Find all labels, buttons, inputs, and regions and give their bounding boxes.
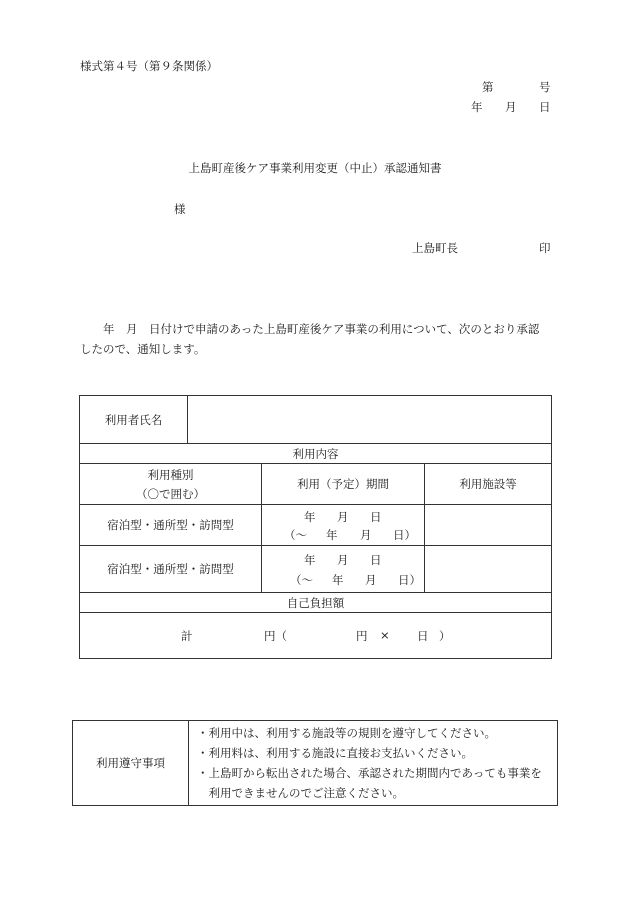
list-item: ・利用中は、利用する施設等の規則を遵守してください。: [197, 726, 496, 740]
body-line-1-text: 付けで申請のあった上島町産後ケア事業の利用について、次のとおり承認: [160, 322, 540, 336]
form-label: 様式第４号（第９条関係）: [80, 59, 218, 73]
list-item: 利用できませんのでご注意ください。: [197, 786, 404, 800]
self-pay-close: ）: [439, 628, 451, 643]
body-line-2: したので、通知します。: [80, 342, 206, 356]
usage-table: [79, 395, 552, 659]
body-date-day: 日: [149, 322, 161, 336]
list-item: ・上島町から転出された場合、承認された期間内であっても事業を: [197, 766, 542, 780]
document-title: 上島町産後ケア事業利用変更（中止）承認通知書: [188, 161, 442, 175]
usage-facility-cell[interactable]: [425, 546, 552, 593]
usage-contents-header: 利用内容: [80, 444, 552, 464]
document-number-suffix: 号: [539, 80, 551, 94]
self-pay-days: 日: [417, 628, 429, 643]
issue-date-month: 月: [505, 100, 517, 114]
self-pay-header: 自己負担額: [80, 593, 552, 613]
usage-type-header-line1: 利用種別: [147, 467, 194, 482]
self-pay-total-label: 計: [181, 628, 193, 643]
issuer-name: 上島町長: [412, 241, 458, 255]
usage-facility-header: 利用施設等: [425, 464, 552, 505]
usage-period-cell[interactable]: 年 月 日 （～ 年 月 日）: [262, 546, 425, 593]
usage-type-header: [80, 464, 262, 505]
self-pay-unit-yen: 円: [356, 628, 368, 643]
list-item: ・利用料は、利用する施設に直接お支払いください。: [197, 746, 473, 760]
body-date-year: 年: [103, 322, 115, 336]
body-line-1: [149, 321, 539, 337]
self-pay-times: ×: [380, 627, 390, 642]
rules-list: [189, 721, 558, 806]
self-pay-yen-open: 円（: [264, 628, 287, 643]
usage-period-header: 利用（予定）期間: [262, 464, 425, 505]
usage-type-header-line2: （〇で囲む）: [136, 486, 205, 501]
issuer-seal: 印: [539, 241, 551, 255]
usage-type-options[interactable]: 宿泊型・通所型・訪問型: [80, 546, 262, 593]
recipient-honorific: 様: [174, 202, 186, 216]
usage-facility-cell[interactable]: [425, 505, 552, 546]
usage-period-cell[interactable]: 年 月 日 （～ 年 月 日）: [262, 505, 425, 546]
document-number-prefix: 第: [482, 80, 494, 94]
issue-date-year: 年: [471, 100, 483, 114]
user-name-label: 利用者氏名: [80, 396, 188, 444]
body-date-month: 月: [126, 322, 138, 336]
rules-label: 利用遵守事項: [73, 721, 189, 806]
table-row: [80, 546, 552, 593]
user-name-value[interactable]: [188, 396, 552, 444]
table-row: [80, 505, 552, 546]
rules-table: [72, 720, 558, 806]
usage-type-options[interactable]: 宿泊型・通所型・訪問型: [80, 505, 262, 546]
issue-date-day: 日: [539, 100, 551, 114]
self-pay-calculation[interactable]: [80, 613, 552, 659]
